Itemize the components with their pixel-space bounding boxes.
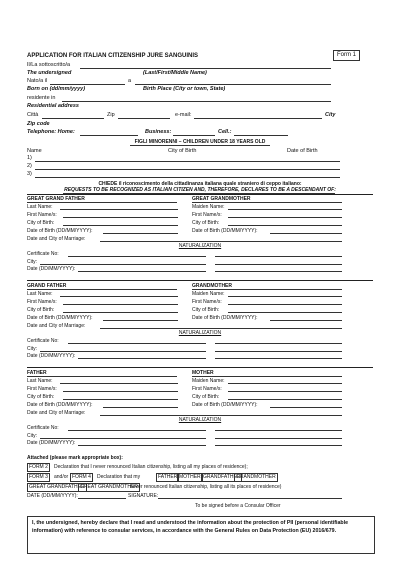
- form34-text: Declaration that my: [97, 474, 141, 480]
- section3-nat-input-2a[interactable]: [78, 445, 206, 446]
- label-zip-code: Zip code: [27, 121, 50, 127]
- section3-naturalization: NATURALIZATION: [178, 417, 222, 423]
- label-citta: Città: [27, 112, 39, 118]
- section3-right-field-0: Maiden Name:: [192, 378, 225, 384]
- label-attached-date: DATE (DD/MM/YYYY):: [27, 493, 78, 499]
- request-line-en: REQUESTS TO BE RECOGNIZED AS ITALIAN CITIZEN AND, THEREFORE, DECLARES TO BE A DESCENDANT OF:: [64, 187, 336, 193]
- section2-nat-input-0b[interactable]: [215, 343, 342, 344]
- section2-right-title-rule: [192, 289, 342, 290]
- field-email[interactable]: [194, 118, 322, 119]
- label-nato: Nato/a il: [27, 78, 48, 84]
- section2-left-field-3: Date of Birth (DD/MM/YYYY):: [27, 315, 93, 321]
- children-col-date: Date of Birth: [287, 148, 318, 154]
- section3-right-input-0[interactable]: [228, 383, 342, 384]
- label-city: City: [325, 112, 336, 118]
- section3-right-input-3[interactable]: [270, 407, 342, 408]
- section2-nat-input-1b[interactable]: [215, 351, 342, 352]
- great-grandfather-checkbox[interactable]: GREAT GRANDFATHER: [29, 484, 85, 490]
- section2-left-input-4[interactable]: [100, 328, 342, 329]
- field-nato[interactable]: [50, 84, 125, 85]
- child-row-1: 1): [27, 155, 32, 161]
- father-checkbox[interactable]: FATHER: [158, 474, 178, 480]
- section1-nat-field-0: Certificate No:: [27, 251, 59, 257]
- section1-left-input-3[interactable]: [103, 233, 178, 234]
- field-residente[interactable]: [62, 101, 331, 102]
- section1-left-field-4: Date and City of Marriage:: [27, 236, 86, 242]
- section1-right-input-3[interactable]: [270, 233, 342, 234]
- form3-checkbox[interactable]: FORM 3: [29, 474, 48, 480]
- label-born-on: Born on (dd/mm/yyyy): [27, 86, 86, 92]
- section2-nat-field-2: Date (DD/MM/YYYY):: [27, 353, 76, 359]
- label-email: e-mail:: [175, 112, 192, 118]
- section3-nat-field-2: Date (DD/MM/YYYY):: [27, 440, 76, 446]
- children-col-city: City of Birth: [168, 148, 197, 154]
- section1-nat-field-1: City:: [27, 259, 37, 265]
- form2-checkbox[interactable]: FORM 2: [29, 464, 48, 470]
- section2-nat-input-0a[interactable]: [68, 343, 206, 344]
- field-attached-date[interactable]: [78, 498, 126, 499]
- section3-left-title-rule: [27, 376, 177, 377]
- section1-right-title-rule: [192, 202, 342, 203]
- section1-nat-field-2: Date (DD/MM/YYYY):: [27, 266, 76, 272]
- section3-left-title: FATHER: [27, 370, 47, 376]
- section2-right-title: GRANDMOTHER: [192, 283, 232, 289]
- signed-note: To be signed before a Consular Officer: [195, 503, 281, 509]
- label-telephone: Telephone: Home:: [27, 129, 75, 135]
- section3-left-input-2[interactable]: [63, 399, 178, 400]
- section3-right-input-2[interactable]: [228, 399, 342, 400]
- never-renounced-text: never renounced Italian citizenship, listing all its places of residence): [130, 484, 282, 490]
- section2-right-input-2[interactable]: [228, 312, 342, 313]
- section3-left-field-0: Last Name:: [27, 378, 53, 384]
- section1-left-field-2: City of Birth:: [27, 220, 55, 226]
- section2-right-input-0[interactable]: [228, 296, 342, 297]
- form2-text: Declaration that I never renounced Italian citizenship, listing all my places of residence);: [54, 464, 248, 470]
- section2-right-input-3[interactable]: [270, 320, 342, 321]
- section1-nat-input-0a[interactable]: [68, 256, 206, 257]
- section1-nat-input-1a[interactable]: [40, 264, 206, 265]
- section2-nat-input-2a[interactable]: [78, 358, 206, 359]
- section2-top-rule: [27, 280, 373, 281]
- label-and-or: and/or: [54, 474, 69, 480]
- label-name-hint: (Last/First/Middle Name): [143, 70, 207, 76]
- section3-left-input-0[interactable]: [60, 383, 178, 384]
- section2-right-field-2: City of Birth:: [192, 307, 220, 313]
- section3-right-field-2: City of Birth:: [192, 394, 220, 400]
- field-a[interactable]: [135, 84, 331, 85]
- section2-left-title: GRAND FATHER: [27, 283, 67, 289]
- section2-left-field-1: First Name/s:: [27, 299, 57, 305]
- section1-nat-input-0b[interactable]: [215, 256, 342, 257]
- section3-nat-input-1a[interactable]: [40, 438, 206, 439]
- section1-left-field-0: Last Name:: [27, 204, 53, 210]
- label-residente: residente in: [27, 95, 56, 101]
- field-phone-cell[interactable]: [234, 135, 288, 136]
- section3-right-field-1: First Name/s:: [192, 386, 222, 392]
- section2-left-input-1[interactable]: [63, 304, 178, 305]
- section1-left-title-rule: [27, 202, 177, 203]
- field-signature[interactable]: [158, 498, 342, 499]
- section1-nat-input-1b[interactable]: [215, 264, 342, 265]
- section1-left-input-4[interactable]: [100, 241, 342, 242]
- label-business: Business:: [145, 129, 172, 135]
- section1-left-field-3: Date of Birth (DD/MM/YYYY):: [27, 228, 93, 234]
- section1-right-field-3: Date of Birth (DD/MM/YYYY):: [192, 228, 258, 234]
- section1-right-field-1: First Name/s:: [192, 212, 222, 218]
- section2-right-field-1: First Name/s:: [192, 299, 222, 305]
- section2-left-title-rule: [27, 289, 177, 290]
- great-grandmother-checkbox[interactable]: GREAT GRANDMOTHER: [80, 484, 138, 490]
- privacy-box: [27, 516, 375, 554]
- section1-top-rule: [27, 194, 373, 195]
- section3-left-input-4[interactable]: [100, 415, 342, 416]
- child-field-1[interactable]: [35, 161, 340, 162]
- child-field-2[interactable]: [35, 169, 340, 170]
- grandfather-checkbox[interactable]: GRANDFATHER: [203, 474, 241, 480]
- section2-right-field-3: Date of Birth (DD/MM/YYYY):: [192, 315, 258, 321]
- section1-left-title: GREAT GRAND FATHER: [27, 196, 85, 202]
- section1-right-input-0[interactable]: [228, 209, 342, 210]
- section2-nat-input-2b[interactable]: [215, 358, 342, 359]
- label-residential: Residential address: [27, 103, 79, 109]
- section3-left-field-2: City of Birth:: [27, 394, 55, 400]
- section3-right-field-3: Date of Birth (DD/MM/YYYY):: [192, 402, 258, 408]
- section1-nat-input-2b[interactable]: [215, 271, 342, 272]
- section2-left-input-3[interactable]: [103, 320, 178, 321]
- section1-right-field-0: Maiden Name:: [192, 204, 225, 210]
- section1-right-field-2: City of Birth:: [192, 220, 220, 226]
- section2-left-field-2: City of Birth:: [27, 307, 55, 313]
- section3-left-field-3: Date of Birth (DD/MM/YYYY):: [27, 402, 93, 408]
- field-phone-business[interactable]: [173, 135, 215, 136]
- children-heading: FIGLI MINORENNI – CHILDREN UNDER 18 YEARS OLD: [134, 139, 266, 145]
- section2-nat-field-0: Certificate No:: [27, 338, 59, 344]
- section3-left-input-3[interactable]: [103, 407, 178, 408]
- section3-right-title: MOTHER: [192, 370, 214, 376]
- child-row-3: 3): [27, 171, 32, 177]
- label-cell: Cell.:: [218, 129, 232, 135]
- child-field-3[interactable]: [35, 177, 340, 178]
- section3-nat-field-1: City:: [27, 433, 37, 439]
- section2-right-input-1[interactable]: [228, 304, 342, 305]
- attached-heading: Attached (please mark appropriate box):: [27, 455, 123, 461]
- section1-nat-input-2a[interactable]: [78, 271, 206, 272]
- section3-nat-input-0a[interactable]: [68, 430, 206, 431]
- section1-left-input-1[interactable]: [63, 217, 178, 218]
- field-zip-it[interactable]: [118, 118, 170, 119]
- form4-checkbox[interactable]: FORM 4: [72, 474, 91, 480]
- form-title: APPLICATION FOR ITALIAN CITIZENSHIP JURE SANGUINIS: [27, 53, 199, 59]
- section3-right-title-rule: [192, 376, 342, 377]
- section1-left-field-1: First Name/s:: [27, 212, 57, 218]
- section3-left-input-1[interactable]: [63, 391, 178, 392]
- request-line-it: CHIEDE il riconoscimento della cittadinanza italiana quale straniero di ceppo italiano:: [98, 181, 302, 187]
- section3-left-field-4: Date and City of Marriage:: [27, 410, 86, 416]
- section3-nat-input-0b[interactable]: [215, 430, 342, 431]
- section1-right-input-2[interactable]: [228, 225, 342, 226]
- label-signature: SIGNATURE:: [128, 493, 159, 499]
- section2-left-input-2[interactable]: [63, 312, 178, 313]
- section3-left-field-1: First Name/s:: [27, 386, 57, 392]
- section2-right-field-0: Maiden Name:: [192, 291, 225, 297]
- label-undersigned: The undersigned: [27, 70, 72, 76]
- child-row-2: 2): [27, 163, 32, 169]
- section2-nat-field-1: City:: [27, 346, 37, 352]
- section3-top-rule: [27, 367, 373, 368]
- section2-naturalization: NATURALIZATION: [178, 330, 222, 336]
- label-sottoscritto: Il/La sottoscritto/a: [27, 62, 71, 68]
- section1-naturalization: NATURALIZATION: [178, 243, 222, 249]
- children-heading-underline: [130, 145, 270, 146]
- section2-left-field-4: Date and City of Marriage:: [27, 323, 86, 329]
- section1-right-input-1[interactable]: [228, 217, 342, 218]
- section1-left-input-0[interactable]: [60, 209, 178, 210]
- section3-right-input-1[interactable]: [228, 391, 342, 392]
- label-birth-place: Birth Place (City or town, State): [143, 86, 226, 92]
- form-badge: Form 1: [333, 50, 360, 61]
- grandmother-checkbox[interactable]: GRANDMOTHER: [236, 474, 276, 480]
- mother-checkbox[interactable]: MOTHER: [179, 474, 201, 480]
- label-zip-it: Zip: [107, 112, 115, 118]
- section3-nat-input-1b[interactable]: [215, 438, 342, 439]
- field-sottoscritto[interactable]: [80, 68, 331, 69]
- section2-left-input-0[interactable]: [60, 296, 178, 297]
- field-citta[interactable]: [42, 118, 104, 119]
- label-a: a: [128, 78, 132, 84]
- section2-left-field-0: Last Name:: [27, 291, 53, 297]
- section2-nat-input-1a[interactable]: [40, 351, 206, 352]
- children-col-name: Name: [27, 148, 42, 154]
- section1-right-title: GREAT GRANDMOTHER: [192, 196, 251, 202]
- section3-nat-field-0: Certificate No:: [27, 425, 59, 431]
- privacy-text: I, the undersigned, hereby declare that I read and understood the information about the protection of PII (personal identifiable information) with reference to consular services, in accordance with the General Rules on Data Protection (EU) 2016/679.: [32, 520, 349, 534]
- field-phone-home[interactable]: [80, 135, 138, 136]
- section3-nat-input-2b[interactable]: [215, 445, 342, 446]
- section1-left-input-2[interactable]: [63, 225, 178, 226]
